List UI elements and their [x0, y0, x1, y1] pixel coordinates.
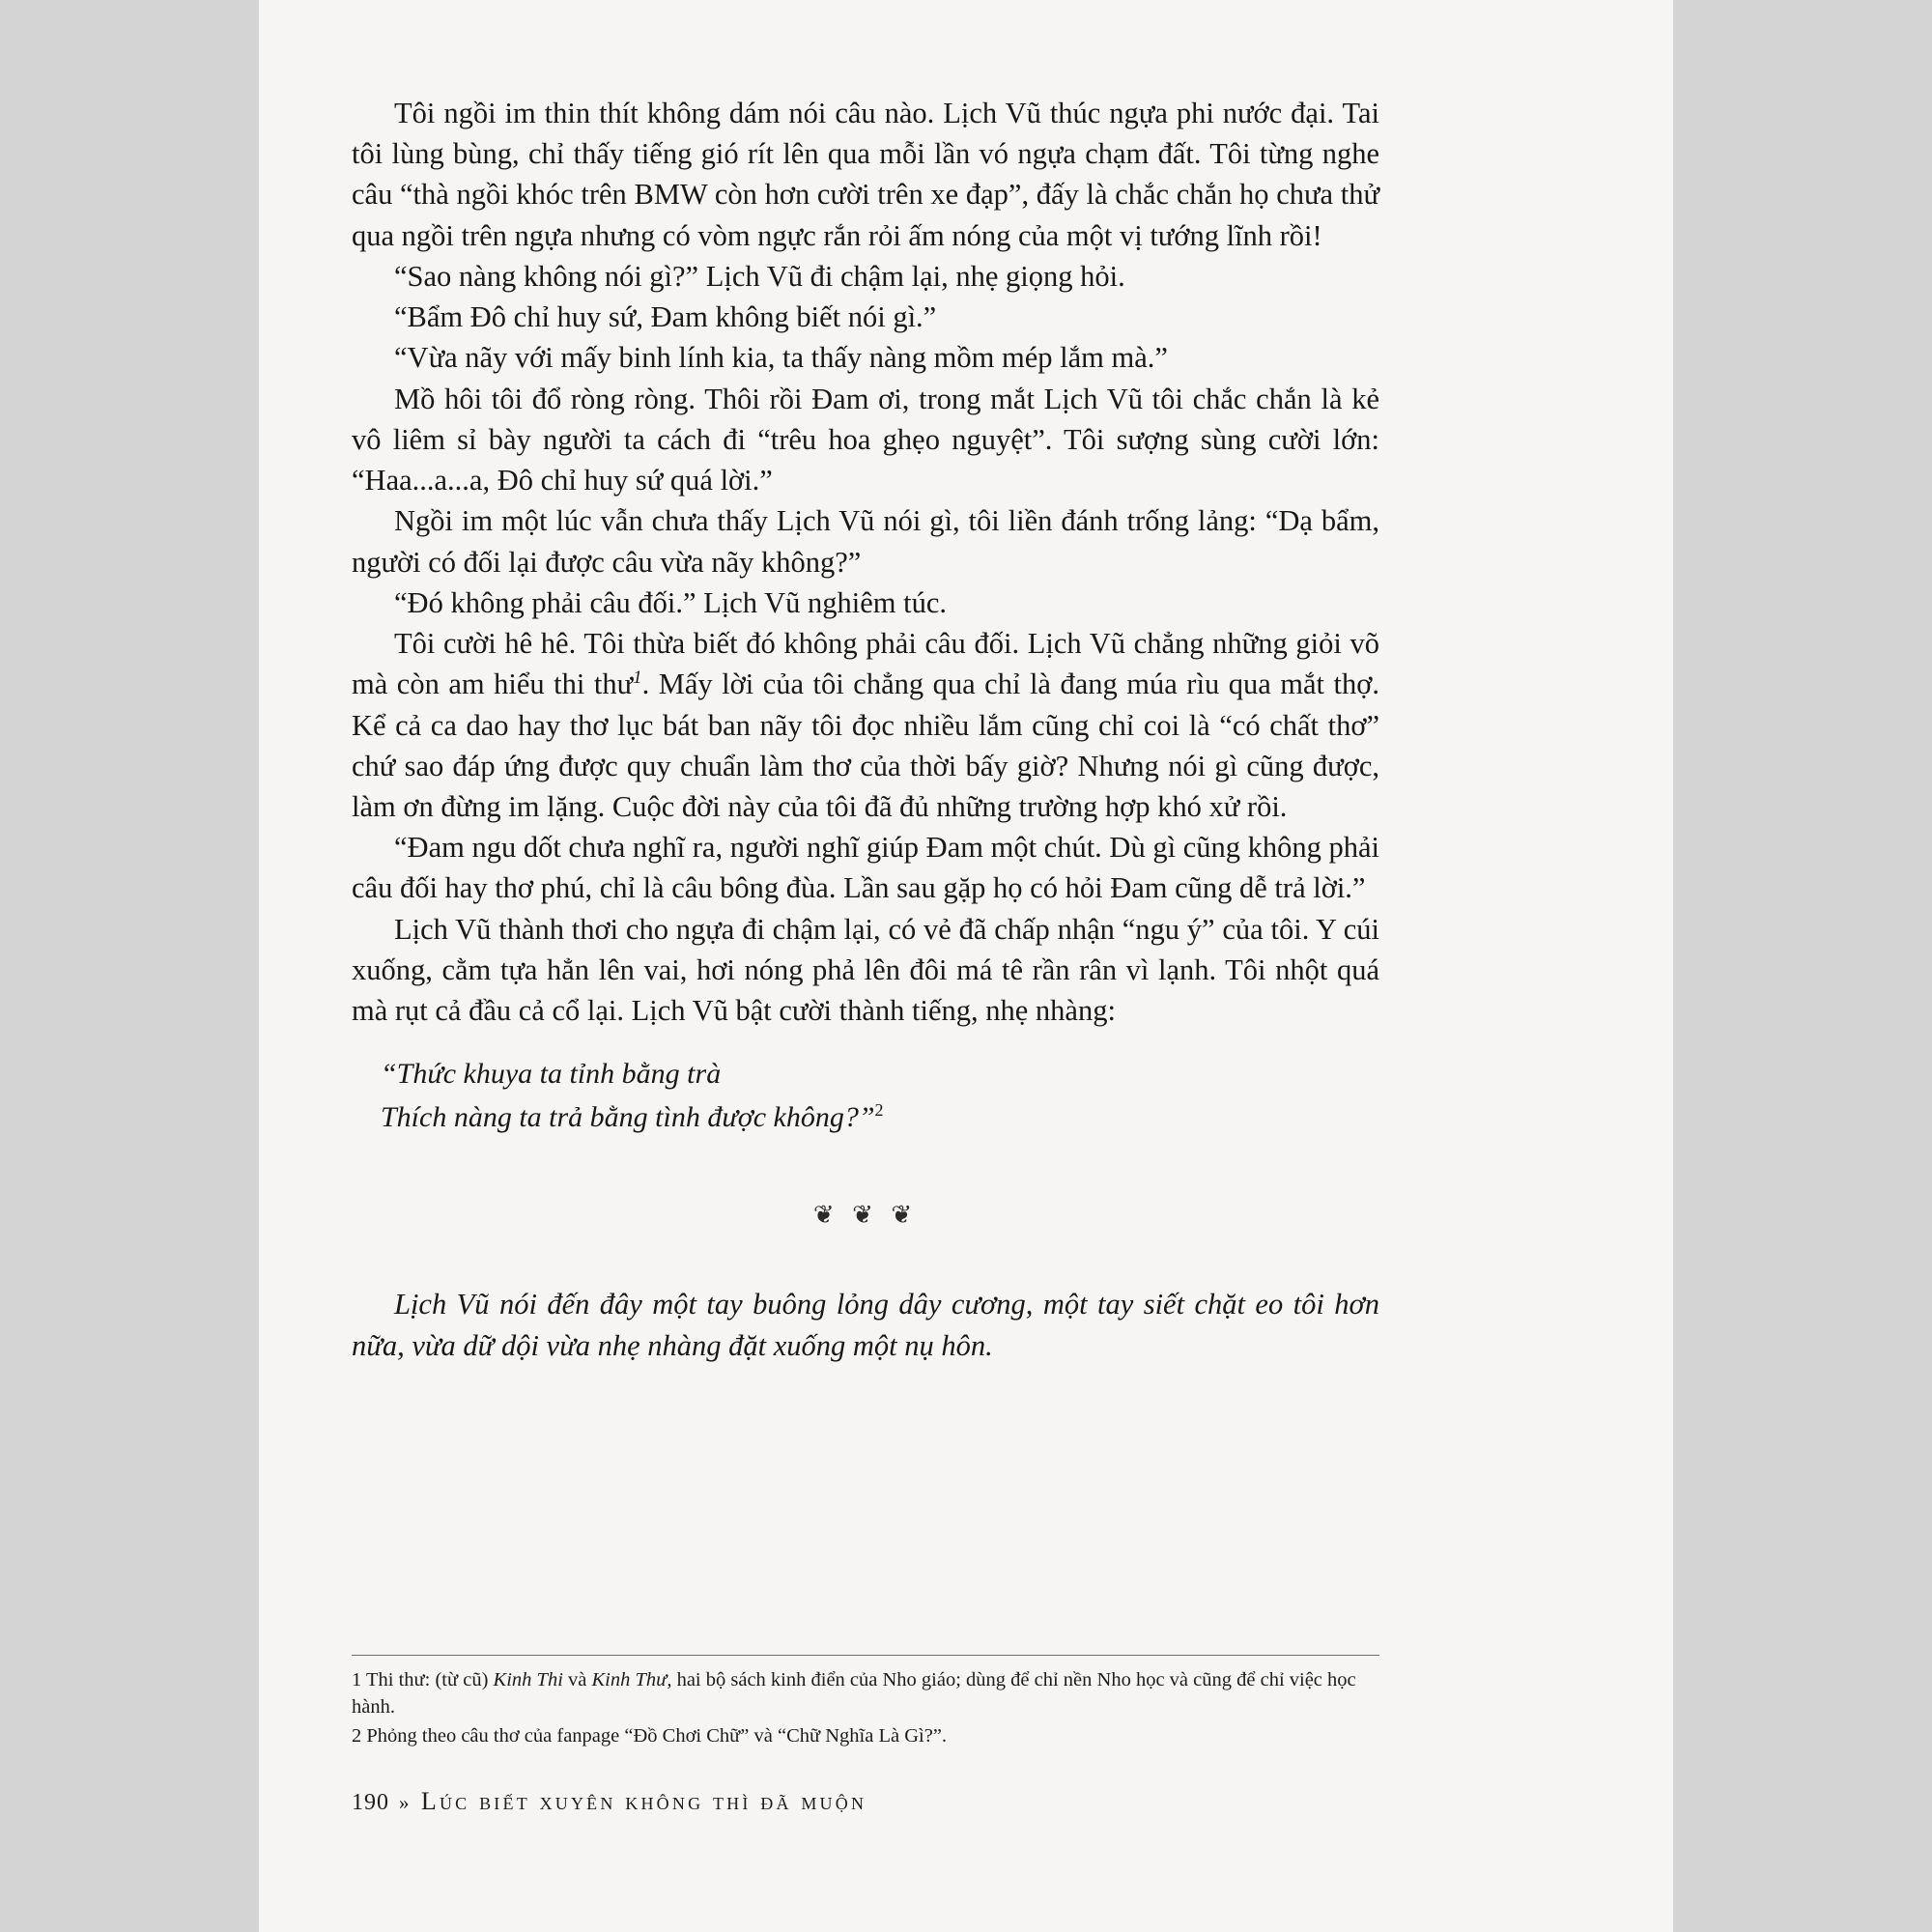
paragraph: Ngồi im một lúc vẫn chưa thấy Lịch Vũ nói gì, tôi liền đánh trống lảng: “Dạ bẩm, người có đối lại được câu vừa nãy không?”: [352, 504, 1379, 579]
section-divider-ornament: ❦ ❦ ❦: [812, 1201, 919, 1230]
paragraph: “Đam ngu dốt chưa nghĩ ra, người nghĩ giúp Đam một chút. Dù gì cũng không phải câu đối hay thơ phú, chỉ là câu bông đùa. Lần sau gặp họ có hỏi Đam cũng dễ trả lời.”: [352, 831, 1379, 905]
closing-paragraph-block: [352, 1284, 1379, 1366]
footnote-ref-1[interactable]: 1: [633, 668, 642, 689]
footnote-item: 1 Thi thư: (từ cũ) Kinh Thi và Kinh Thư, hai bộ sách kinh điển của Nho giáo; dùng để chỉ nền Nho học và cũng để chỉ việc học hành.: [352, 1669, 1356, 1718]
verse-line-2-wrap: [381, 1095, 1379, 1139]
footnote-ref-2[interactable]: 2: [874, 1100, 884, 1121]
verse-line-1: “Thức khuya ta tỉnh bằng trà: [381, 1058, 722, 1091]
paragraph: “Sao nàng không nói gì?” Lịch Vũ đi chậm lại, nhẹ giọng hỏi.: [394, 259, 1125, 293]
paragraph-with-footnote: [352, 623, 1379, 827]
verse-line-2: Thích nàng ta trả bằng tình được không?”: [381, 1101, 875, 1134]
paragraph: “Đó không phải câu đối.” Lịch Vũ nghiêm túc.: [394, 585, 948, 619]
paragraph: Mồ hôi tôi đổ ròng ròng. Thôi rồi Đam ơi, trong mắt Lịch Vũ tôi chắc chắn là kẻ vô liêm sỉ bày người ta cách đi “trêu hoa ghẹo nguyệt”. Tôi sượng sùng cười lớn: “Haa...a...a, Đô chỉ huy sứ quá lời.”: [352, 382, 1379, 497]
page-number: 190: [352, 1790, 389, 1815]
paragraph: Lịch Vũ nói đến đây một tay buông lỏng dây cương, một tay siết chặt eo tôi hơn nữa, vừa dữ dội vừa nhẹ nhàng đặt xuống một nụ hôn.: [352, 1288, 1379, 1363]
footnote-item: 2 Phỏng theo câu thơ của fanpage “Đồ Chơi Chữ” và “Chữ Nghĩa Là Gì?”.: [352, 1724, 948, 1747]
footnote-separator-rule: [352, 1655, 1379, 1656]
folio-mark: »: [399, 1791, 412, 1814]
verse-block: [352, 1052, 1379, 1139]
paragraph-text-after: . Mấy lời của tôi chẳng qua chỉ là đang múa rìu qua mắt thợ. Kể cả ca dao hay thơ lục bát ban nãy tôi đọc nhiều lắm cũng chỉ coi là “có chất thơ” chứ sao đáp ứng được quy chuẩn làm thơ của thời bấy giờ? Nhưng nói gì cũng được, làm ơn đừng im lặng. Cuộc đời này của tôi đã đủ những trường hợp khó xử rồi.: [352, 668, 1379, 823]
body-text: [352, 93, 1379, 1031]
page-footer-folio: [352, 1787, 1379, 1816]
book-title: Lúc biết xuyên không thì đã muộn: [420, 1787, 867, 1815]
paragraph: “Vừa nãy với mấy binh lính kia, ta thấy nàng mồm mép lắm mà.”: [394, 341, 1168, 375]
paragraph: “Bẩm Đô chỉ huy sứ, Đam không biết nói gì.”: [394, 300, 937, 334]
footnotes-area: [352, 1655, 1379, 1752]
page-body: [352, 93, 1379, 1367]
book-page: [259, 0, 1673, 1932]
paragraph-text-before: Tôi cười hê hê. Tôi thừa biết đó không phải câu đối. Lịch Vũ chẳng những giỏi võ mà còn am hiểu thi thư: [352, 627, 1379, 701]
paragraph: Lịch Vũ thành thơi cho ngựa đi chậm lại, có vẻ đã chấp nhận “ngu ý” của tôi. Y cúi xuống, cằm tựa hẳn lên vai, hơi nóng phả lên đôi má tê rần rân vì lạnh. Tôi nhột quá mà rụt cả đầu cả cổ lại. Lịch Vũ bật cười thành tiếng, nhẹ nhàng:: [352, 912, 1379, 1028]
paragraph: Tôi ngồi im thin thít không dám nói câu nào. Lịch Vũ thúc ngựa phi nước đại. Tai tôi lùng bùng, chỉ thấy tiếng gió rít lên qua mỗi lần vó ngựa chạm đất. Tôi từng nghe câu “thà ngồi khóc trên BMW còn hơn cười trên xe đạp”, đấy là chắc chắn họ chưa thử qua ngồi trên ngựa nhưng có vòm ngực rắn rỏi ấm nóng của một vị tướng lĩnh rồi!: [352, 97, 1379, 252]
